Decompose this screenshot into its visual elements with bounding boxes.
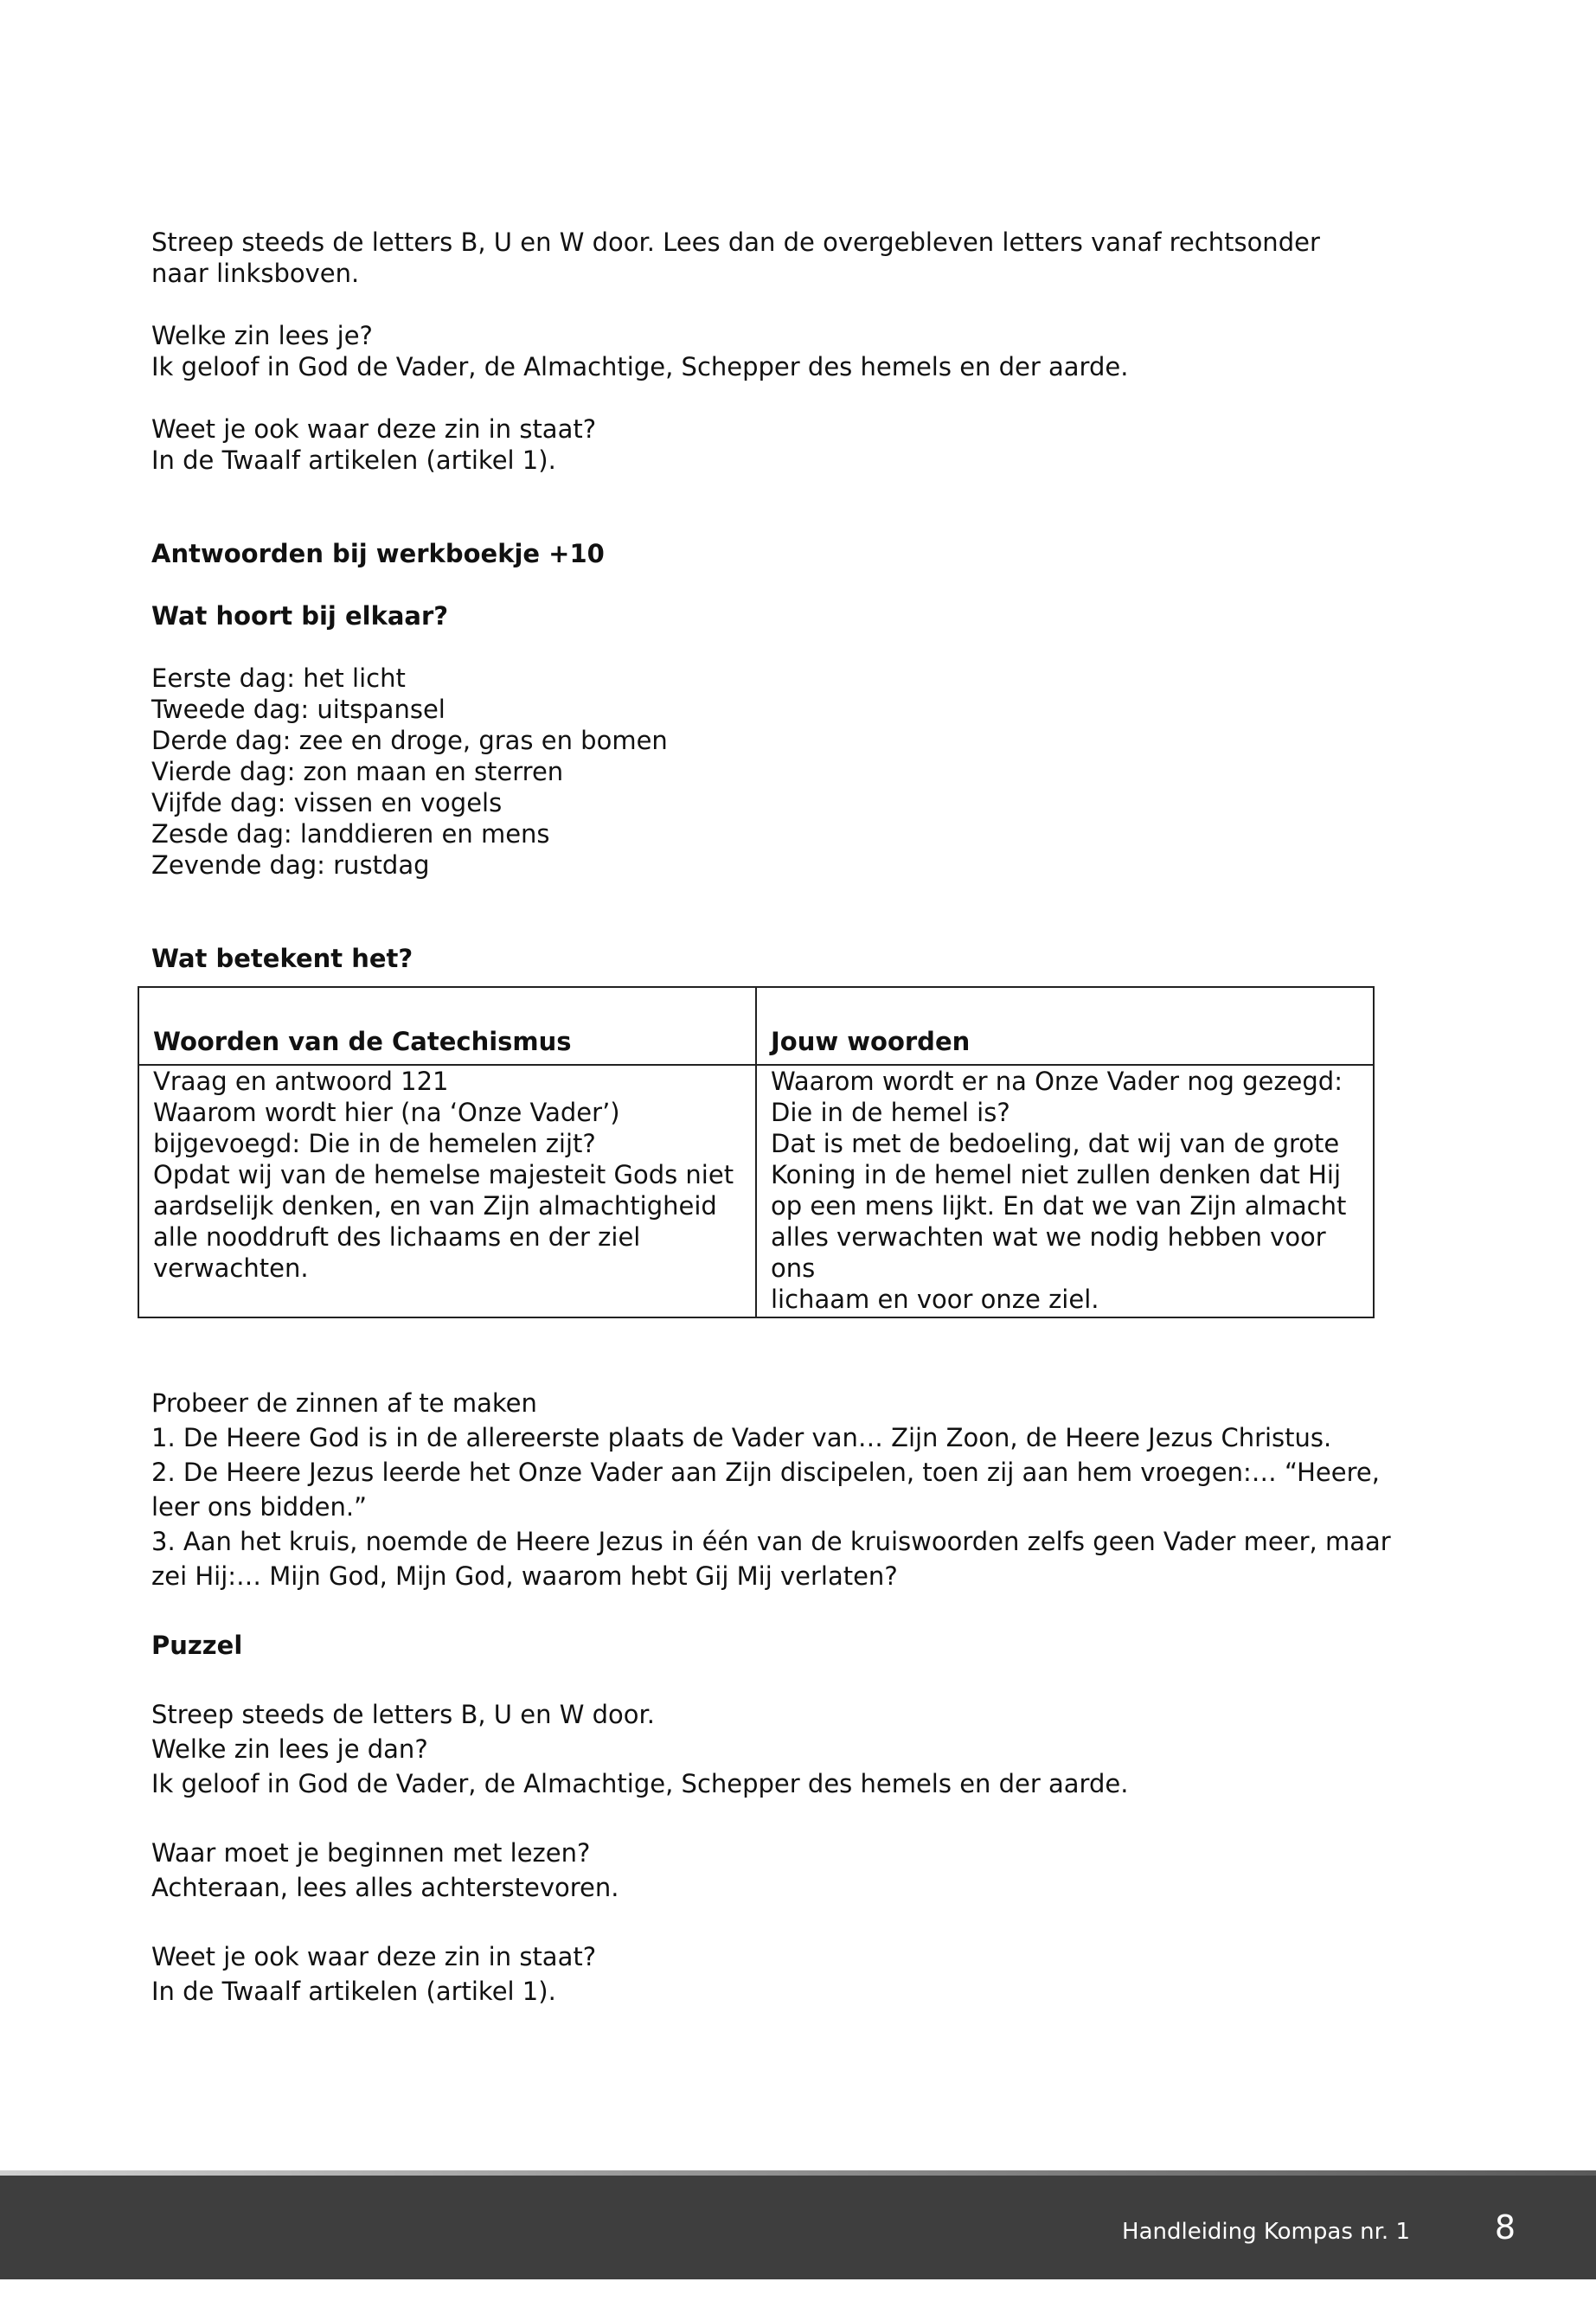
table-cell-line: Opdat wij van de hemelse majesteit Gods niet (153, 1160, 734, 1189)
table-cell-catechism (138, 1065, 756, 1317)
table-cell-own-words (756, 1065, 1374, 1317)
table-header-row (138, 987, 1374, 1065)
table-cell-line: Vraag en antwoord 121 (153, 1067, 449, 1096)
day-item: Eerste dag: het licht (151, 663, 406, 693)
table-cell-line: Waarom wordt er na Onze Vader nog gezegd: (771, 1067, 1343, 1096)
intro-instruction: Streep steeds de letters B, U en W door. Lees dan de overgebleven letters vanaf rechtsonder naar linksboven. (151, 228, 1329, 288)
sentence-2: 2. De Heere Jezus leerde het Onze Vader aan Zijn discipelen, toen zij aan hem vroegen:… “Heere, leer ons bidden.” (151, 1458, 1388, 1522)
catechism-table (138, 986, 1375, 1318)
sentence-3: 3. Aan het kruis, noemde de Heere Jezus in één van de kruiswoorden zelfs geen Vader meer, maar zei Hij:… Mijn God, Mijn God, waarom hebt Gij Mij verlaten? (151, 1527, 1399, 1591)
day-item: Tweede dag: uitspansel (151, 695, 445, 724)
table-cell-line: Koning in de hemel niet zullen denken dat Hij (771, 1160, 1342, 1189)
table-cell-line: alle nooddruft des lichaams en der ziel (153, 1222, 641, 1252)
day-item: Zesde dag: landdieren en mens (151, 819, 550, 849)
puzzle-question-2: Waar moet je beginnen met lezen? (151, 1838, 591, 1868)
table-cell-line: Die in de hemel is? (771, 1098, 1010, 1127)
puzzle-question: Welke zin lees je dan? (151, 1734, 428, 1764)
table-cell-line: bijgevoegd: Die in de hemelen zijt? (153, 1129, 596, 1158)
day-item: Zevende dag: rustdag (151, 850, 430, 880)
meaning-heading: Wat betekent het? (151, 944, 413, 973)
intro-question-2: Weet je ook waar deze zin in staat? (151, 414, 597, 444)
section-heading: Antwoorden bij werkboekje +10 (151, 539, 605, 568)
sentences-intro: Probeer de zinnen af te maken (151, 1388, 537, 1418)
day-item: Vijfde dag: vissen en vogels (151, 788, 503, 817)
sentences-block (151, 1386, 1427, 1593)
table-cell-line: aardselijk denken, en van Zijn almachtigheid (153, 1191, 717, 1221)
puzzle-instruction: Streep steeds de letters B, U en W door. (151, 1700, 655, 1729)
table-header-catechism: Woorden van de Catechismus (138, 987, 756, 1065)
table-cell-line: op een mens lijkt. En dat we van Zijn almacht (771, 1191, 1347, 1221)
table-cell-line: alles verwachten wat we nodig hebben voor ons (771, 1222, 1334, 1283)
footer-title: Handleiding Kompas nr. 1 (1122, 2219, 1410, 2245)
table-cell-line: Dat is met de bedoeling, dat wij van de grote (771, 1129, 1340, 1158)
puzzle-heading: Puzzel (151, 1631, 243, 1660)
sentence-1: 1. De Heere God is in de allereerste plaats de Vader van… Zijn Zoon, de Heere Jezus Christus. (151, 1423, 1332, 1452)
puzzle-answer: Ik geloof in God de Vader, de Almachtige, Schepper des hemels en der aarde. (151, 1769, 1129, 1798)
intro-answer-2: In de Twaalf artikelen (artikel 1). (151, 445, 556, 475)
match-heading: Wat hoort bij elkaar? (151, 601, 449, 631)
page-number: 8 (1494, 2208, 1516, 2247)
puzzle-question-3: Weet je ook waar deze zin in staat? (151, 1942, 597, 1971)
day-item: Derde dag: zee en droge, gras en bomen (151, 726, 668, 755)
table-cell-line: Waarom wordt hier (na ‘Onze Vader’) (153, 1098, 620, 1127)
intro-answer: Ik geloof in God de Vader, de Almachtige, Schepper des hemels en der aarde. (151, 352, 1129, 381)
table-cell-line: verwachten. (153, 1253, 309, 1283)
page-content (151, 227, 1449, 2009)
table-header-own-words: Jouw woorden (756, 987, 1374, 1065)
table-row (138, 1065, 1374, 1317)
table-cell-line: lichaam en voor onze ziel. (771, 1285, 1099, 1314)
puzzle-answer-3: In de Twaalf artikelen (artikel 1). (151, 1977, 556, 2006)
puzzle-answer-2: Achteraan, lees alles achterstevoren. (151, 1873, 619, 1902)
intro-question: Welke zin lees je? (151, 321, 373, 350)
day-item: Vierde dag: zon maan en sterren (151, 757, 564, 786)
